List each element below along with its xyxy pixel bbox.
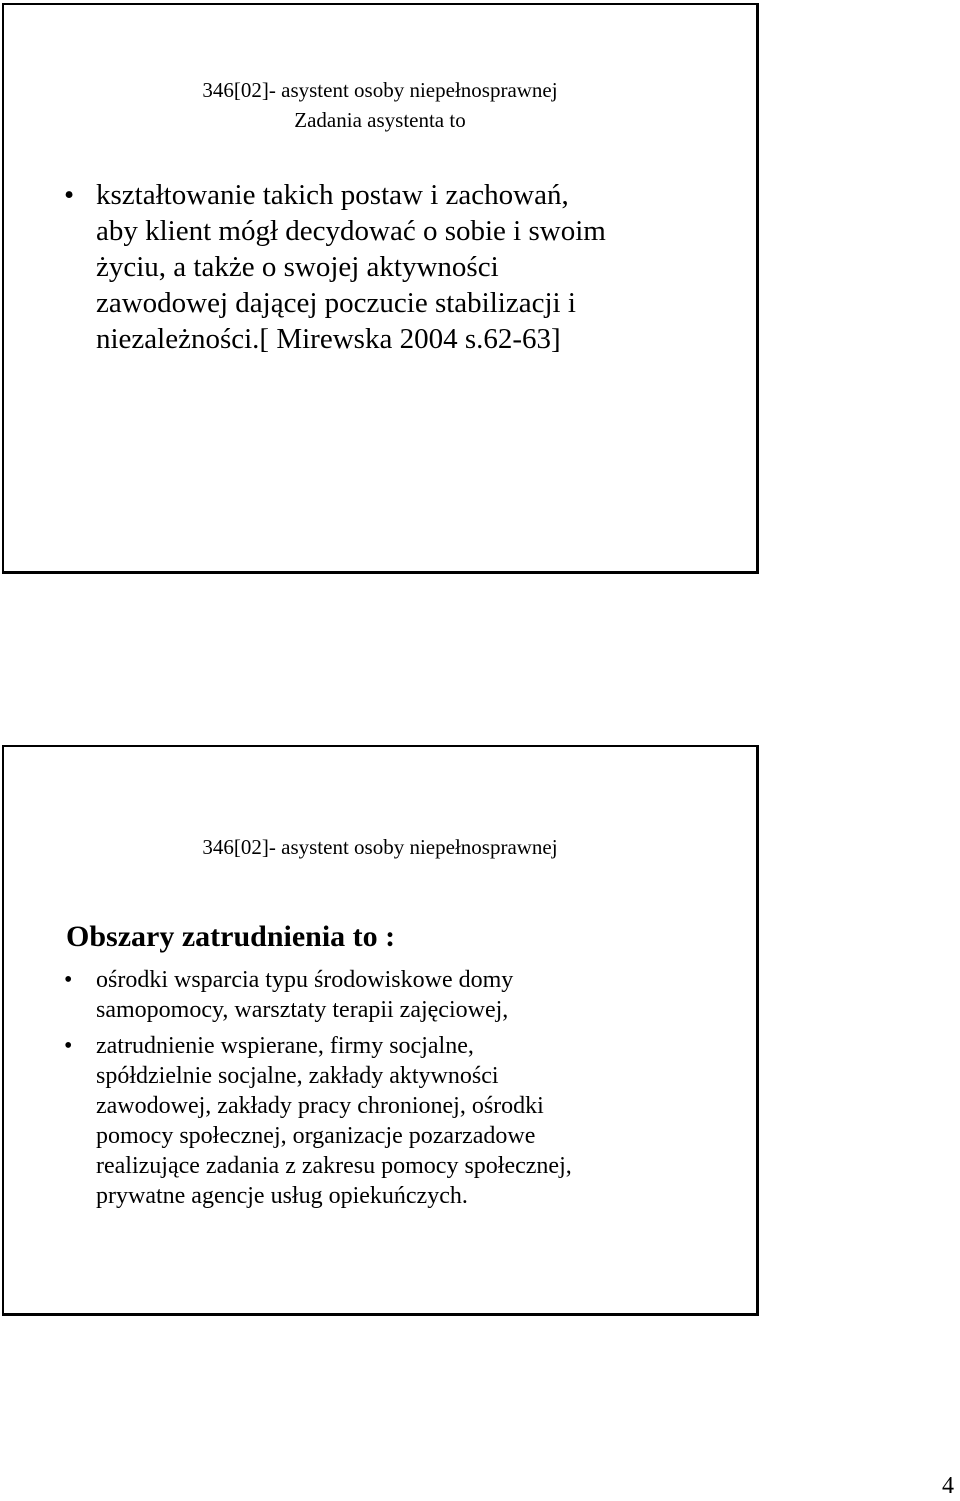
bullet-line: niezależności.[ Mirewska 2004 s.62-63]: [96, 323, 561, 355]
bullet-line: ośrodki wsparcia typu środowiskowe domy: [96, 967, 514, 993]
bullet-line: zawodowej, zakłady pracy chronionej, ośrodki: [96, 1093, 544, 1119]
bullet-icon: •: [64, 179, 75, 211]
bullet-line: kształtowanie takich postaw i zachowań,: [96, 179, 569, 211]
slide-1: [2, 3, 759, 574]
bullet-icon: •: [64, 967, 73, 993]
slide-title: Zadania asystenta to: [294, 108, 466, 132]
bullet-item: [64, 965, 736, 1025]
bullet-item: [64, 1031, 736, 1211]
bullet-line: zatrudnienie wspierane, firmy socjalne,: [96, 1033, 474, 1059]
course-title: 346[02]- asystent osoby niepełnosprawnej: [202, 835, 558, 859]
bullet-line: prywatne agencje usług opiekuńczych.: [96, 1183, 468, 1209]
course-title: 346[02]- asystent osoby niepełnosprawnej: [202, 78, 558, 102]
bullet-line: realizujące zadania z zakresu pomocy społecznej,: [96, 1153, 572, 1179]
slide-heading: Obszary zatrudnienia to :: [66, 920, 396, 953]
slide-header: [4, 832, 756, 862]
bullet-line: samopomocy, warsztaty terapii zajęciowej,: [96, 997, 509, 1023]
slide-header: [4, 75, 756, 135]
bullet-line: pomocy społecznej, organizacje pozarzadowe: [96, 1123, 536, 1149]
page-number: 4: [942, 1473, 954, 1499]
bullet-line: aby klient mógł decydować o sobie i swoim: [96, 215, 606, 247]
bullet-list: [64, 177, 736, 357]
bullet-item: [64, 177, 736, 357]
bullet-line: życiu, a także o swojej aktywności: [96, 251, 499, 283]
bullet-line: spółdzielnie socjalne, zakłady aktywności: [96, 1063, 499, 1089]
bullet-icon: •: [64, 1033, 73, 1059]
slide-2: [2, 745, 759, 1316]
bullet-list: [64, 965, 736, 1217]
bullet-line: zawodowej dającej poczucie stabilizacji i: [96, 287, 576, 319]
